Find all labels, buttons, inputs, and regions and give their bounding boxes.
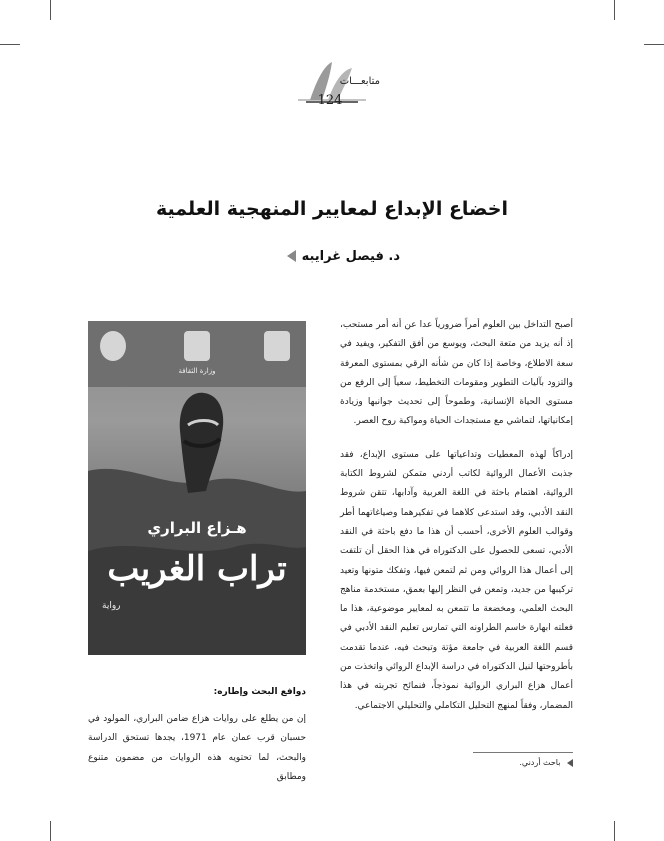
author-name: د. فيصل غرايبه xyxy=(301,248,400,264)
veiled-figure-illustration xyxy=(88,321,306,655)
paragraph: إدراكاً لهذه المعطيات وتداعياتها على مستوى الإبداع، فقد جذبت الأعمال الروائية لكاتب أردني متمكن لشروط الكتابة الروائية، اهتمام باحثة في اللغة العربية وآدابها، تتقن شروط النقد الأدبي، وقد استدعى كلاهما في تفكيرهما وصياغاتهما أطر وقوالب العلوم الأخرى، أحسب أن هذا ما دفع باحثة في النقد الأدبي، تسعى للحصول على الدكتوراه في هذا الحقل أن تلتفت إلى أعمال هذا الروائي ومن ثم لتمعن فيها، وتفكك متونها وتعيد تركيبها من جديد، وتمعن في النظر إليها بعمق، مستخدمة مناهج البحث العلمي، ومخضعة ما تتمعن به لمعايير موضوعية، هذا ما فعلته ابهارة خاسم الطراونه التي تمارس تعليم النقد الأدبي في قسم اللغة العربية في جامعة مؤتة وتبحث فيه، عندما تقدمت بأطروحتها لنيل الدكتوراه في دراسة الإبداع الروائي واتخذت من أعمال هزاع البراري الروائية نموذجاً، فنمائح تجربته في هذا المضمار، وفقاً لمنهج التحليل التكاملي والتحليلي الاجتماعي. xyxy=(340,449,573,711)
crop-mark xyxy=(0,44,20,45)
crop-mark xyxy=(644,44,664,45)
cover-author: هـزاع البراري xyxy=(147,519,247,537)
paragraph: إن من يطلع على روايات هزاع ضامن البراري، المولود في حسبان قرب عمان عام 1971، يجدها تستحق الدراسة والبحث، لما تحتويه هذه الروايات من مضمون متنوع ومطابق xyxy=(88,714,307,782)
cover-title: تراب الغريب xyxy=(107,549,287,589)
paragraph: أصبح التداخل بين العلوم أمراً ضرورياً عدا عن أنه أمر مستحب، إذ أنه يزيد من متعة البحث، ويوسع من أفق التفكير، ويفيد في سعة الاطلاع، وخاصة إذا كان من شأنه الرقي بمستوى المعرفة والتزود بآليات التطوير ومقومات التخطيط، سعياً إلى الرفع من مستوى الحياة الإنسانية، وطموحاً إلى تحديث جوانبها وزيادة إمكانياتها، لتماشي مع مستجدات الحياة ومواكبة روح العصر. xyxy=(340,320,573,427)
author-byline xyxy=(240,246,400,266)
section-subheading: دوافع البحث وإطاره: xyxy=(213,687,306,697)
cover-genre: رواية xyxy=(102,601,121,611)
page-number: 124 xyxy=(317,93,343,108)
footnote-divider xyxy=(473,752,573,753)
crop-mark xyxy=(614,0,615,20)
section-label: متابعـــات xyxy=(339,76,380,87)
footnote-marker-icon xyxy=(567,759,573,767)
footnote-text: باحث أردني. xyxy=(519,758,561,767)
article-title: اخضاع الإبداع لمعايير المنهجية العلمية xyxy=(155,198,508,220)
page-header xyxy=(0,60,664,110)
body-column-left xyxy=(88,710,306,787)
book-cover-image xyxy=(88,321,306,655)
triangle-marker-icon xyxy=(287,250,296,262)
footnote xyxy=(473,758,573,767)
crop-mark xyxy=(50,0,51,20)
crop-mark xyxy=(50,821,51,841)
cover-ministry-label: وزارة الثقافة xyxy=(178,367,216,375)
crop-mark xyxy=(614,821,615,841)
body-column-right xyxy=(340,316,573,716)
